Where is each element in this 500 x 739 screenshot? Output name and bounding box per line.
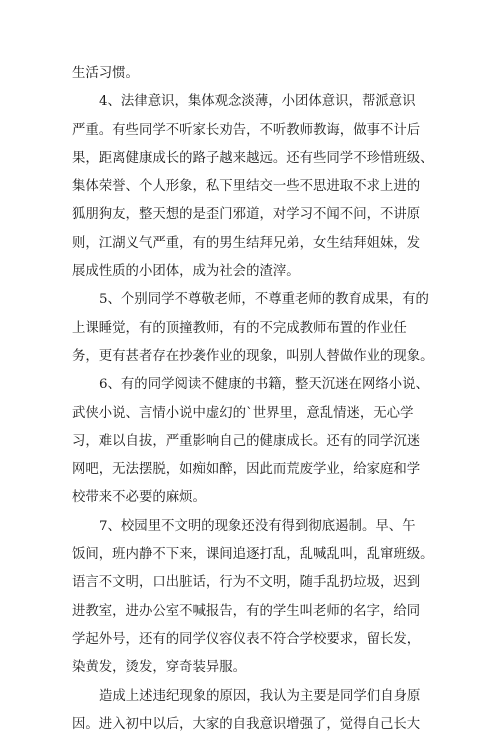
text-line: 集体荣誉、个人形象，私下里结交一些不思进取不求上进的: [72, 179, 421, 195]
text-line: 学起外号，还有的同学仪容仪表不符合学校要求，留长发，: [72, 631, 421, 647]
text-line: 生活习惯。: [72, 66, 139, 81]
text-line: 校带来不必要的麻烦。: [72, 490, 206, 506]
text-line: 习，难以自拔，严重影响自己的健康成长。还有的同学沉迷: [72, 433, 421, 449]
document-body: [72, 60, 432, 739]
text-line: 4、法律意识，集体观念淡薄，小团体意识，帮派意识: [99, 94, 416, 110]
text-line: 网吧，无法摆脱，如痴如醉，因此而荒废学业，给家庭和学: [72, 462, 421, 478]
text-line: 严重。有些同学不听家长劝告，不听教师教诲，做事不计后: [72, 122, 421, 138]
text-line: 饭间，班内静不下来，课间追逐打乱，乱喊乱叫，乱窜班级。: [72, 547, 434, 563]
text-line: 上课睡觉，有的顶撞教师，有的不完成教师布置的作业任: [72, 320, 407, 336]
text-line: 狐朋狗友，整天想的是歪门邪道，对学习不闻不问，不讲原: [72, 207, 421, 223]
text-line: 因。进入初中以后，大家的自我意识增强了，觉得自己长大: [72, 716, 421, 732]
text-line: 务，更有甚者存在抄袭作业的现象，叫别人替做作业的现象。: [72, 348, 434, 364]
text-line: 武侠小说、言情小说中虚幻的`世界里，意乱情迷，无心学: [72, 405, 414, 421]
text-line: 则，江湖义气严重，有的男生结拜兄弟，女生结拜姐妹，发: [72, 235, 421, 251]
text-line: 进教室，进办公室不喊报告，有的学生叫老师的名字，给同: [72, 603, 421, 619]
text-line: 展成性质的小团体，成为社会的渣滓。: [72, 264, 300, 280]
text-line: 染黄发，烫发，穿奇装异服。: [72, 660, 247, 676]
text-line: 5、个别同学不尊敬老师，不尊重老师的教育成果，有的: [99, 292, 429, 308]
text-line: 6、有的同学阅读不健康的书籍，整天沉迷在网络小说、: [99, 377, 429, 393]
text-line: 造成上述违纪现象的原因，我认为主要是同学们自身原: [99, 688, 421, 704]
text-line: 7、校园里不文明的现象还没有得到彻底遏制。早、午: [99, 518, 416, 534]
text-line: 语言不文明，口出脏话，行为不文明，随手乱扔垃圾，迟到: [72, 575, 421, 591]
text-line: 果，距离健康成长的路子越来越远。还有些同学不珍惜班级、: [72, 150, 434, 166]
